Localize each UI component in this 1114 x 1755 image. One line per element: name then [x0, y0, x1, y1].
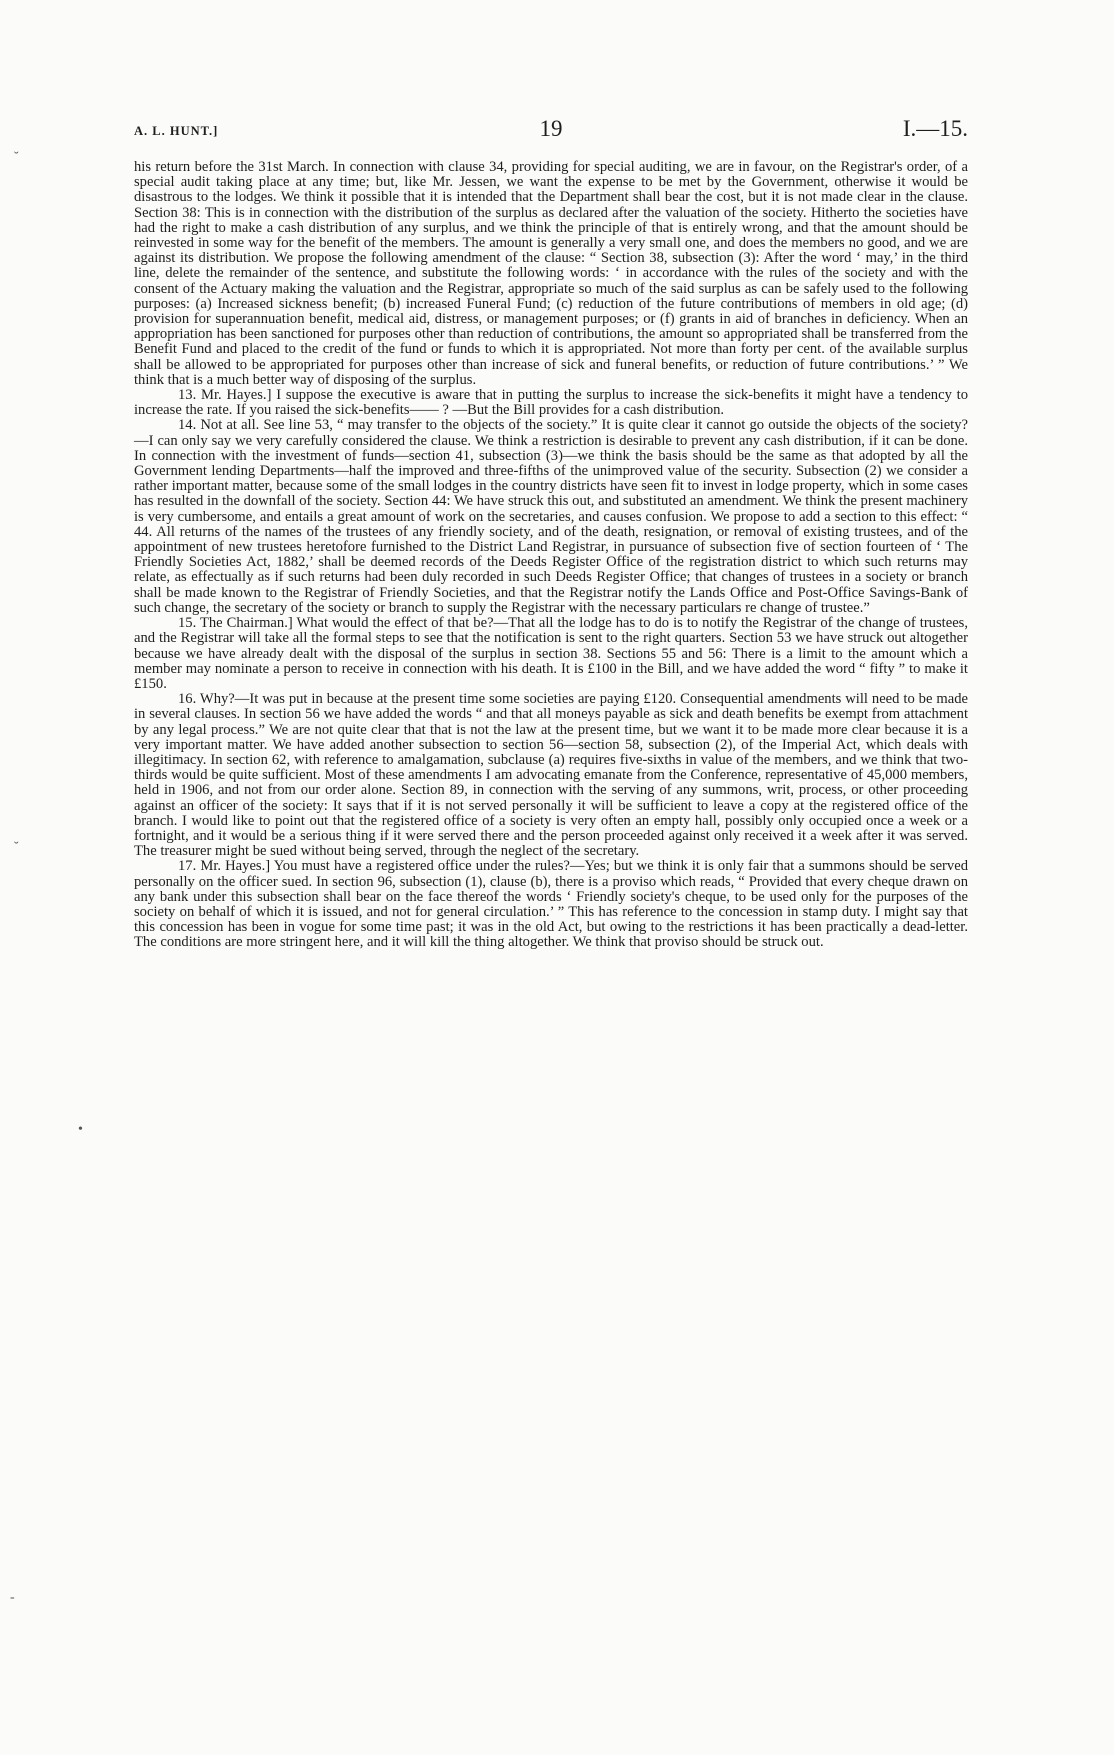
margin-mark-icon: ˘ — [14, 840, 19, 855]
paragraph-16: 16. Why?—It was put in because at the present time some societies are paying £120. Consequential amendments will need to be made in several clauses. In section 56 we have added the words “ and that all moneys payable as sick and death benefits be exempt from attachment by any legal process.” We are not quite clear that that is not the law at the present time, but we want it to be made more clear because it is a very important matter. We have added another subsection to section 56—section 58, subsection (2), of the Imperial Act, which deals with illegitimacy. In section 62, with reference to amalgamation, subclause (a) requires five-sixths in value of the members, and we think that two-thirds would be quite sufficient. Most of these amendments I am advocating emanate from the Conference, representative of 45,000 members, held in 1906, and not from our order alone. Section 89, in connection with the serving of any summons, writ, process, or other proceeding against an officer of the society: It says that if it is not served personally it will be sufficient to leave a copy at the registered office of the branch. I would like to point out that the registered office of a society is very often an empty hall, possibly only occupied once a week or a fortnight, and it would be a serious thing if it were served there and the person proceeded against only received it a week after it was served. The treasurer might be sued without being served, through the neglect of the secretary. — [134, 691, 968, 860]
margin-mark-icon: ˘ — [14, 150, 19, 165]
body-text — [134, 160, 968, 951]
header-author: A. L. HUNT.] — [134, 124, 219, 138]
margin-dot-icon: • — [78, 1122, 83, 1137]
paragraph-17: 17. Mr. Hayes.] You must have a registered office under the rules?—Yes; but we think it is only fair that a summons should be served personally on the officer sued. In section 96, subsection (1), clause (b), there is a proviso which reads, “ Provided that every cheque drawn on any bank under this subsection shall bear on the face thereof the words ‘ Friendly society's cheque, to be used only for the purposes of the society on behalf of which it is issued, and not for general circulation.’ ” This has reference to the concession in stamp duty. I might say that this concession has been in vogue for some time past; it was in the old Act, but owing to the restrictions it has been practically a dead-letter. The conditions are more stringent here, and it will kill the thing altogether. We think that proviso should be struck out. — [134, 858, 968, 951]
page-header — [134, 116, 968, 146]
margin-mark-icon: - — [10, 1590, 15, 1605]
document-reference: I.—15. — [902, 116, 968, 141]
paragraph-14: 14. Not at all. See line 53, “ may transfer to the objects of the society.” It is quite clear it cannot go outside the objects of the society?—I can only say we very carefully considered the clause. We think a restriction is desirable to prevent any cash distribution, if it can be done. In connection with the investment of funds—section 41, subsection (3)—we think the basis should be the same as that adopted by all the Government lending Departments—half the improved and three-fifths of the unimproved value of the security. Subsection (2) we consider a rather important matter, because some of the small lodges in the country districts have seen fit to invest in lodge property, which in some cases has resulted in the downfall of the society. Section 44: We have struck this out, and substituted an amendment. We think the present machinery is very cumbersome, and entails a great amount of work on the secretaries, and causes confusion. We propose to add a section to this effect: “ 44. All returns of the names of the trustees of any friendly society, and of the death, resignation, or removal of existing trustees, and of the appointment of new trustees heretofore furnished to the District Land Registrar, in pursuance of subsection five of section fourteen of ‘ The Friendly Societies Act, 1882,’ shall be deemed records of the Deeds Register Office of the registration district to which such returns may relate, as effectually as if such returns had been duly recorded in such Deeds Register Office; that changes of trustees in a society or branch shall be made known to the Registrar of Friendly Societies, and that the Registrar notify the Lands Office and Post-Office Savings-Bank of such change, the secretary of the society or branch to supply the Registrar with the necessary particulars re change of trustee.” — [134, 417, 968, 616]
paragraph-continuation: his return before the 31st March. In connection with clause 34, providing for special auditing, we are in favour, on the Registrar's order, of a special audit taking place at any time; but, like Mr. Jessen, we want the expense to be met by the Government, otherwise it would be disastrous to the lodges. We think it possible that it is intended that the Department shall bear the cost, but it is not made clear in the clause. Section 38: This is in connection with the distribution of the surplus as declared after the valuation of the society. Hitherto the societies have had the right to make a cash distribution of any surplus, and we think the principle of that is entirely wrong, and that the amount should be reinvested in some way for the benefit of the members. The amount is generally a very small one, and does the members no good, and we are against its distribution. We propose the following amendment of the clause: “ Section 38, subsection (3): After the word ‘ may,’ in the third line, delete the remainder of the sentence, and substitute the following words: ‘ in accordance with the rules of the society and with the consent of the Actuary making the valuation and the Registrar, appropriate so much of the said surplus as can be safely used to the following purposes: (a) Increased sickness benefit; (b) increased Funeral Fund; (c) reduction of the future contributions of members in old age; (d) provision for superannuation benefit, medical aid, distress, or management purposes; or (f) grants in aid of branches in deficiency. When an appropriation has been sanctioned for purposes other than reduction of contributions, the amount so appropriated shall be transferred from the Benefit Fund and placed to the credit of the fund or funds to which it is appropriated. Not more than forty per cent. of the available surplus shall be allowed to be appropriated for purposes other than increase of sick and funeral benefits, or reduction of future contributions.’ ” We think that is a much better way of disposing of the surplus. — [134, 159, 968, 388]
paragraph-15: 15. The Chairman.] What would the effect of that be?—That all the lodge has to do is to notify the Registrar of the change of trustees, and the Registrar will take all the formal steps to see that the notification is sent to the right quarters. Section 53 we have struck out altogether because we have already dealt with the disposal of the surplus in section 38. Sections 55 and 56: There is a limit to the amount which a member may nominate a person to receive in connection with his death. It is £100 in the Bill, and we have added the word “ fifty ” to make it £150. — [134, 615, 968, 692]
page-number: 19 — [539, 116, 563, 141]
paragraph-13: 13. Mr. Hayes.] I suppose the executive is aware that in putting the surplus to increase the sick-benefits it might have a tendency to increase the rate. If you raised the sick-benefits—— ? —But the Bill provides for a cash distribution. — [134, 387, 968, 419]
